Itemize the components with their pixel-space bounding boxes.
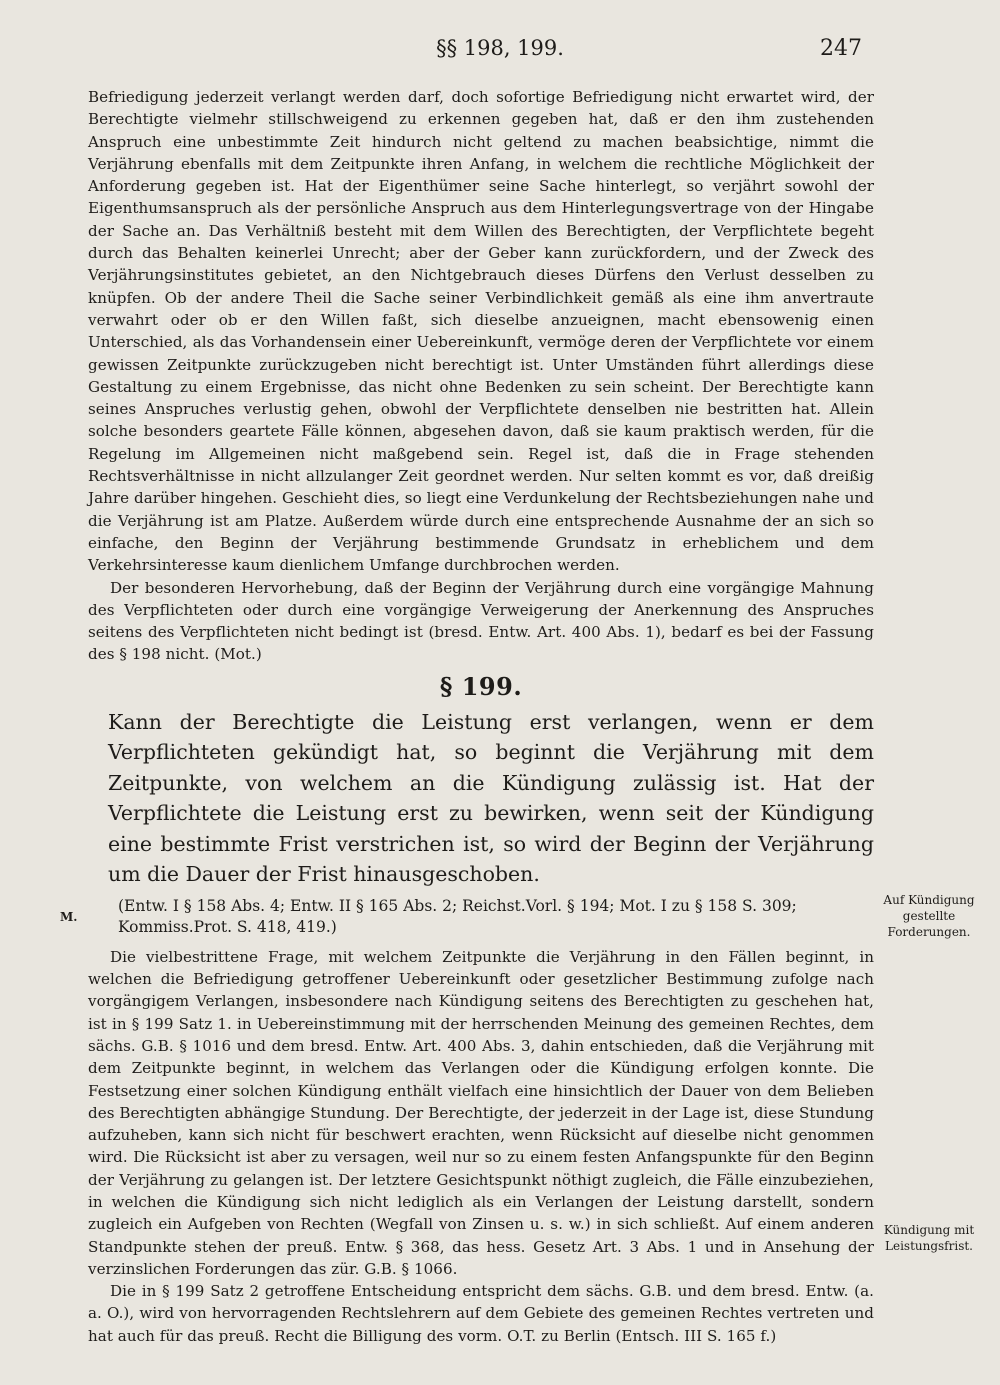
- margin-marker: M.: [60, 910, 78, 924]
- paragraph-continued: Befriedigung jederzeit verlangt werden darf, doch sofortige Befriedigung nicht erwartet wird, der Berechtigte vielmehr stillschweigend zu erkennen gegeben hat, daß er den ihm zustehenden Anspruch eine unbestimmte Zeit hindurch nicht geltend zu machen beabsichtige, nimmt die Verjährung ebenfalls mit dem Zeitpunkte ihren Anfang, in welchem die rechtliche Möglichkeit der Anforderung gegeben ist. Hat der Eigenthümer seine Sache hinterlegt, so verjährt sowohl der Eigenthumsanspruch als der persönliche Anspruch aus dem Hinterlegungsvertrage von der Hingabe der Sache an. Das Verhältniß besteht mit dem Willen des Berechtigten, der Verpflichtete begeht durch das Behalten keinerlei Unrecht; aber der Geber kann zurückfordern, und der Zweck des Verjährungsinstitutes gebietet, an den Nichtgebrauch dieses Dürfens den Verlust desselben zu knüpfen. Ob der andere Theil die Sache seiner Verbindlichkeit gemäß als eine ihm anvertraute verwahrt oder ob er den Willen faßt, sich dieselbe anzueignen, macht ebensowenig einen Unterschied, als das Vorhandensein einer Uebereinkunft, vermöge deren der Verpflichtete vor einem gewissen Zeitpunkte zurückzugeben nicht berechtigt ist. Unter Umständen führt allerdings diese Gestaltung zu einem Ergebnisse, das nicht ohne Bedenken zu sein scheint. Der Berechtigte kann seines Anspruches verlustig gehen, obwohl der Verpflichtete denselben nie bestritten hat. Allein solche besonders geartete Fälle können, abgesehen davon, daß sie kaum praktisch werden, für die Regelung im Allgemeinen nicht maßgebend sein. Regel ist, daß die in Frage stehenden Rechtsverhältnisse in nicht allzulanger Zeit geordnet werden. Nur selten kommt es vor, daß dreißig Jahre darüber hingehen. Geschieht dies, so liegt eine Verdunkelung der Rechtsbeziehungen nahe und die Verjährung ist am Platze. Außerdem würde durch eine entsprechende Ausnahme der an sich so einfache, den Beginn der Verjährung bestimmende Grundsatz in erheblichem und dem Verkehrsinteresse kaum dienlichem Umfange durchbrochen werden.: [88, 88, 874, 575]
- statute-citation: (Entw. I § 158 Abs. 4; Entw. II § 165 Abs. 2; Reichst.Vorl. § 194; Mot. I zu § 158 S. 309; Kommiss.Prot. S. 418, 419.): [118, 896, 797, 936]
- page-header: [0, 36, 1000, 66]
- commentary-paragraph-1: Die vielbestrittene Frage, mit welchem Zeitpunkte die Verjährung in den Fällen beginnt, in welchen die Befriedigung getroffener Uebereinkunft oder gesetzlicher Bestimmung zufolge nach vorgängigem Verlangen, insbesondere nach Kündigung seitens des Berechtigten zu geschehen hat, ist in § 199 Satz 1. in Uebereinstimmung mit der herrschenden Meinung des gemeinen Rechtes, dem sächs. G.B. § 1016 und dem bresd. Entw. Art. 400 Abs. 3, dahin entschieden, daß die Verjährung mit dem Zeitpunkte beginnt, in welchem das Verlangen oder die Kündigung erfolgen konnte. Die Festsetzung einer solchen Kündigung enthält vielfach eine hinsichtlich der Dauer von dem Belieben des Berechtigten abhängige Stundung. Der Berechtigte, der jederzeit in der Lage ist, diese Stundung aufzuheben, kann sich nicht für beschwert erachten, wenn Rücksicht auf dieselbe nicht genommen wird. Die Rücksicht ist aber zu versagen, weil nur so zu einem festen Anfangspunkte für den Beginn der Verjährung zu gelangen ist. Der letztere Gesichtspunkt nöthigt zugleich, die Fälle einzubeziehen, in welchen die Kündigung sich nicht lediglich als ein Verlangen der Leistung darstellt, sondern zugleich ein Aufgeben von Rechten (Wegfall von Zinsen u. s. w.) in sich schließt. Auf einem anderen Standpunkte stehen der preuß. Entw. § 368, das hess. Gesetz Art. 3 Abs. 1 und in Ansehung der verzinslichen Forderungen das zür. G.B. § 1066.: [88, 947, 874, 1278]
- section-range-header: §§ 198, 199.: [436, 36, 564, 60]
- paragraph-mot-198: Der besonderen Hervorhebung, daß der Beginn der Verjährung durch eine vorgängige Mahnung des Verpflichteten oder durch eine vorgängige Verweigerung der Anerkennung des Anspruches seitens des Verpflichteten nicht bedingt ist (bresd. Entw. Art. 400 Abs. 1), bedarf es bei der Fassung des § 198 nicht. (Mot.): [88, 578, 874, 664]
- commentary-paragraph-2: Die in § 199 Satz 2 getroffene Entscheidung entspricht dem sächs. G.B. und dem bresd. Entw. (a. a. O.), wird von hervorragenden Rechtslehrern auf dem Gebiete des gemeinen Rechtes vertreten und hat auch für das preuß. Recht die Billigung des vorm. O.T. zu Berlin (Entsch. III S. 165 f.): [88, 1282, 874, 1345]
- statute-text: Kann der Berechtigte die Leistung erst verlangen, wenn er dem Verpflichteten gekündigt hat, so beginnt die Verjährung mit dem Zeitpunkte, von welchem an die Kündigung zulässig ist. Hat der Verpflichtete die Leistung erst zu bewirken, wenn seit der Kündigung eine bestimmte Frist verstrichen ist, so wird der Beginn der Verjährung um die Dauer der Frist hinausgeschoben.: [108, 709, 874, 887]
- page-number: 247: [820, 36, 862, 61]
- page-body: [88, 86, 874, 1347]
- side-note-notice-claims: Auf Kündigung gestellte Forderungen.: [883, 893, 975, 939]
- section-heading: § 199.: [439, 671, 523, 701]
- side-note-notice-period: Kündigung mit Leistungsfrist.: [883, 1223, 975, 1253]
